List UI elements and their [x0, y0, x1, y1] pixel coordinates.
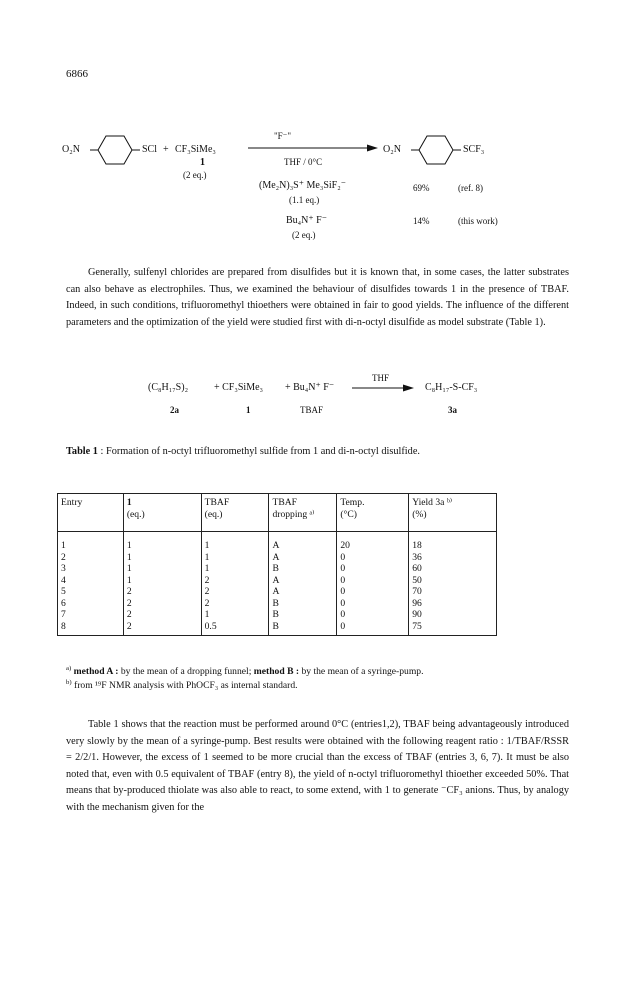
table-cell: 2 — [201, 575, 269, 587]
table-row — [58, 621, 497, 636]
table-cell: 70 — [409, 586, 497, 598]
table-cell: 3 — [58, 563, 124, 575]
table-cell: 2 — [123, 586, 201, 598]
table-cell: 0 — [337, 609, 409, 621]
fluoride-source-2-eq: (2 eq.) — [292, 230, 316, 240]
table-cell: B — [269, 621, 337, 636]
page-number: 6866 — [66, 68, 88, 80]
table-cell: A — [269, 575, 337, 587]
table-row — [58, 552, 497, 564]
table-cell: 0 — [337, 552, 409, 564]
fluoride-source-1: (Me₂N)₃S⁺ Me₃SiF₂⁻ — [259, 180, 347, 191]
footnote-b: $^{b)}$ from ¹⁹F NMR analysis with PhOCF₃ as internal standard. — [66, 678, 298, 691]
table-cell: 1 — [201, 609, 269, 621]
header-temperature: Temp. (°C) — [337, 494, 409, 532]
table-cell: 0 — [337, 575, 409, 587]
table-cell: 0.5 — [201, 621, 269, 636]
cf3-reagent-label: 1 — [246, 405, 251, 415]
table-cell: 1 — [123, 552, 201, 564]
table-cell: B — [269, 598, 337, 610]
table-cell: B — [269, 609, 337, 621]
reactant-nitro-group: O₂N — [62, 144, 80, 155]
table-row — [58, 575, 497, 587]
table-cell: 5 — [58, 586, 124, 598]
table-cell: 0 — [337, 598, 409, 610]
arrow-label-thf: THF — [372, 373, 390, 383]
table-caption-text: : Formation of n-octyl trifluoromethyl sulfide from 1 and di-n-octyl disulfide. — [97, 446, 420, 457]
table-row — [58, 540, 497, 552]
table-caption-label: Table 1 — [66, 446, 98, 457]
disulfide-label: 2a — [170, 405, 179, 415]
header-yield: Yield 3a ᵇ⁾ (%) — [409, 494, 497, 532]
table-cell: 50 — [409, 575, 497, 587]
table-cell: 1 — [123, 540, 201, 552]
table-cell: 18 — [409, 540, 497, 552]
table-cell: 36 — [409, 552, 497, 564]
product-group: SCF₃ — [463, 144, 485, 155]
table-cell: 4 — [58, 575, 124, 587]
header-tbaf-eq: TBAF (eq.) — [201, 494, 269, 532]
arrow-label-top: "F⁻" — [274, 131, 292, 141]
header-entry: Entry — [58, 494, 124, 532]
table-cell: 0 — [337, 586, 409, 598]
table-row — [58, 598, 497, 610]
benzene-ring-icon — [411, 133, 461, 167]
table-cell: A — [269, 540, 337, 552]
product-label: 3a — [448, 405, 457, 415]
table-cell: 96 — [409, 598, 497, 610]
table-cell: 90 — [409, 609, 497, 621]
table-cell: 2 — [201, 586, 269, 598]
reagent-formula: CF₃SiMe₃ — [175, 144, 216, 155]
tbaf-label: TBAF — [300, 405, 324, 415]
footnote-a: $^{a)}$ method A : by the mean of a dropping funnel; method B : by the mean of a syringe-pump. — [66, 664, 424, 677]
table-row — [58, 609, 497, 621]
table-cell: 1 — [58, 540, 124, 552]
paragraph-discussion: Table 1 shows that the reaction must be performed around 0°C (entries1,2), TBAF being advantageously introduced very slowly by the mean of a syringe-pump. Best results were obtained with the following reagent ratio : 1/TBAF/RSSR = 2/2/1. However, the excess of 1 seemed to be more crucial than the excess of TBAF (entries 3, 6, 7). It must be also noted that, even with 0.5 equivalent of TBAF (entry 8), the yield of n-octyl trifluoromethyl thioether exceeded 50%. That means that by-produced thiolate was also able to react, to some extend, with 1 to generate ⁻CF₃ anions. Thus, by analogy with the mechanism given for the — [66, 719, 569, 813]
table-cell: 0 — [337, 563, 409, 575]
cf3-reagent: + CF₃SiMe₃ — [214, 382, 264, 393]
reagent-label: 1 — [200, 157, 205, 168]
table-caption — [66, 446, 420, 457]
arrow-label-bottom: THF / 0°C — [284, 157, 323, 167]
fluoride-source-1-eq: (1.1 eq.) — [289, 195, 320, 205]
table-cell: 6 — [58, 598, 124, 610]
reactant-sulfenyl-chloride: SCl — [142, 144, 158, 155]
table-cell: A — [269, 586, 337, 598]
benzene-ring-icon — [90, 133, 140, 167]
table-cell: 0 — [337, 621, 409, 636]
header-tbaf-dropping: TBAF dropping ᵃ⁾ — [269, 494, 337, 532]
table-row — [58, 563, 497, 575]
fluoride-source-1-yield: 69% — [413, 183, 430, 193]
results-table — [57, 493, 497, 636]
table-cell: 60 — [409, 563, 497, 575]
table-cell: 8 — [58, 621, 124, 636]
table-row — [58, 586, 497, 598]
footnote-a-mark: a) — [66, 664, 72, 672]
table-cell: 2 — [58, 552, 124, 564]
table-cell: A — [269, 552, 337, 564]
header-reagent-eq: 1 (eq.) — [123, 494, 201, 532]
reaction-arrow — [352, 383, 414, 393]
table-cell: 7 — [58, 609, 124, 621]
product-formula: C₈H₁₇-S-CF₃ — [425, 382, 478, 393]
footnote-b-mark: b) — [66, 678, 72, 686]
table-cell: 1 — [201, 563, 269, 575]
table-cell: 1 — [201, 540, 269, 552]
paragraph-intro: Generally, sulfenyl chlorides are prepared from disulfides but it is known that, in some cases, the latter substrates can also behave as electrophiles. Thus, we examined the behaviour of disulfides towards 1 in the presence of TBAF. Indeed, in such conditions, trifluoromethyl thioethers were obtained in fair to good yields. The influence of the different parameters and the optimization of the yield were studied first with di-n-octyl disulfide as model substrate (Table 1). — [66, 267, 569, 328]
fluoride-source-1-ref: (ref. 8) — [458, 183, 483, 193]
disulfide-reactant: (C₈H₁₇S)₂ — [148, 382, 189, 393]
table-cell: 2 — [123, 621, 201, 636]
tbaf-reagent: + Bu₄N⁺ F⁻ — [285, 382, 335, 393]
table-cell: 2 — [123, 598, 201, 610]
product-nitro-group: O₂N — [383, 144, 401, 155]
reaction-arrow — [248, 143, 378, 153]
reagent-equivalents: (2 eq.) — [183, 170, 207, 180]
table-cell: 20 — [337, 540, 409, 552]
fluoride-source-2-ref: (this work) — [458, 216, 498, 226]
plus-sign: + — [163, 144, 169, 155]
table-cell: B — [269, 563, 337, 575]
table-cell: 2 — [201, 598, 269, 610]
fluoride-source-2: Bu₄N⁺ F⁻ — [286, 215, 327, 226]
table-cell: 1 — [201, 552, 269, 564]
fluoride-source-2-yield: 14% — [413, 216, 430, 226]
table-cell: 75 — [409, 621, 497, 636]
table-cell: 2 — [123, 609, 201, 621]
table-cell: 1 — [123, 575, 201, 587]
table-header-row — [58, 494, 497, 532]
table-cell: 1 — [123, 563, 201, 575]
